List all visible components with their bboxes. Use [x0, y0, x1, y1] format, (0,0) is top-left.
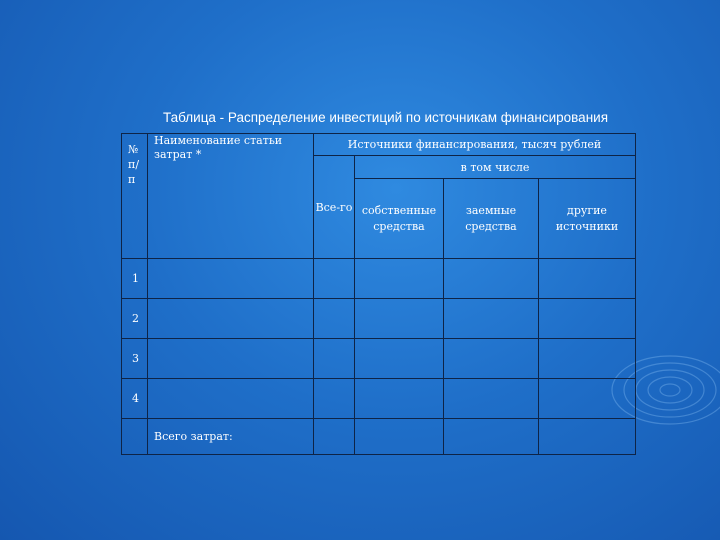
row-total-cell	[314, 299, 355, 339]
header-sources-cell: Источники финансирования, тысяч рублей	[314, 134, 636, 156]
row-name-cell	[148, 259, 314, 299]
row-number-cell: 3	[122, 339, 148, 379]
row-borrowed-cell	[444, 259, 539, 299]
row-number-cell: 2	[122, 299, 148, 339]
total-row	[122, 419, 636, 455]
table-row	[122, 259, 636, 299]
row-name-cell	[148, 339, 314, 379]
header-borrowed-funds-cell: заемные средства	[444, 179, 539, 259]
row-total-cell	[314, 259, 355, 299]
total-borrowed-cell	[444, 419, 539, 455]
row-own-cell	[355, 259, 444, 299]
row-other-cell	[539, 379, 636, 419]
table-row	[122, 379, 636, 419]
header-row-1	[122, 134, 636, 156]
header-number-cell: № п/ п	[122, 134, 148, 259]
header-other-sources-cell: другие источники	[539, 179, 636, 259]
row-number-cell: 4	[122, 379, 148, 419]
total-number-cell	[122, 419, 148, 455]
row-number-cell: 1	[122, 259, 148, 299]
row-other-cell	[539, 339, 636, 379]
table-row	[122, 339, 636, 379]
header-including-cell: в том числе	[355, 156, 636, 179]
header-item-name-label: Наименование статьи затрат *	[154, 134, 283, 161]
row-own-cell	[355, 299, 444, 339]
table-title: Таблица - Распределение инвестиций по источникам финансирования	[163, 110, 608, 125]
row-total-cell	[314, 379, 355, 419]
header-total-cell: Все-го	[314, 156, 355, 259]
row-borrowed-cell	[444, 379, 539, 419]
header-own-funds-cell: собственные средства	[355, 179, 444, 259]
row-total-cell	[314, 339, 355, 379]
row-other-cell	[539, 299, 636, 339]
row-own-cell	[355, 379, 444, 419]
row-own-cell	[355, 339, 444, 379]
table-row	[122, 299, 636, 339]
row-borrowed-cell	[444, 299, 539, 339]
row-other-cell	[539, 259, 636, 299]
total-own-cell	[355, 419, 444, 455]
total-label-cell: Всего затрат:	[148, 419, 314, 455]
header-item-name-cell	[148, 134, 314, 259]
investment-distribution-table	[121, 133, 636, 455]
total-other-cell	[539, 419, 636, 455]
row-borrowed-cell	[444, 339, 539, 379]
row-name-cell	[148, 299, 314, 339]
row-name-cell	[148, 379, 314, 419]
total-sum-cell	[314, 419, 355, 455]
